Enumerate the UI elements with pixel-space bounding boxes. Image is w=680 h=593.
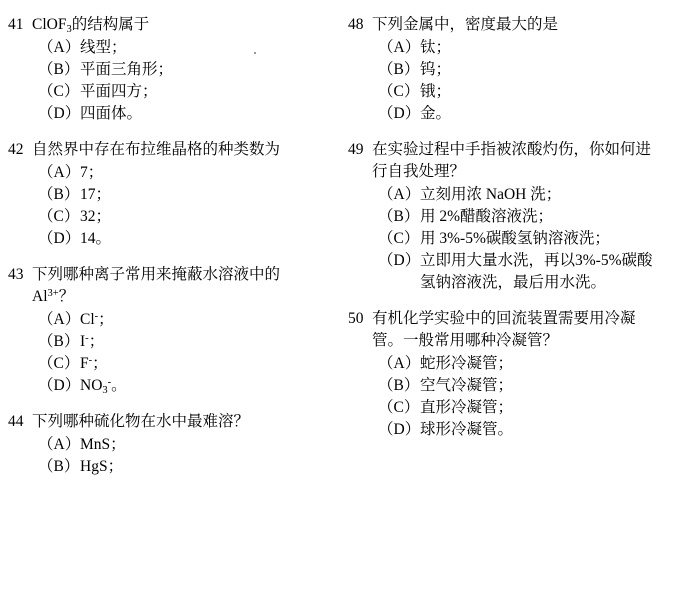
option-text: $NO_3^-$。	[80, 377, 127, 396]
question-number: 49	[348, 141, 364, 158]
question-number: 42	[8, 141, 24, 158]
option-list	[348, 353, 666, 441]
option-text: 四面体。	[80, 105, 143, 122]
question-stem: ClOF$_3$的结构属于	[32, 16, 150, 35]
question-stem: 下列哪种硫化物在水中最难溶？	[32, 413, 250, 430]
option-c[interactable]	[8, 81, 326, 103]
option-label: （A）	[378, 355, 421, 372]
option-c[interactable]	[8, 206, 326, 228]
question-number: 48	[348, 16, 364, 33]
option-label: （A）	[378, 39, 421, 56]
option-label: （C）	[378, 399, 420, 416]
option-b[interactable]	[348, 59, 666, 81]
option-text: 蛇形冷凝管；	[420, 355, 514, 372]
option-b[interactable]	[348, 375, 666, 397]
question-stem: 自然界中存在布拉维晶格的种类数为	[32, 141, 281, 158]
option-d[interactable]	[348, 250, 666, 294]
option-text: 用 3%-5%碳酸氢钠溶液洗；	[420, 230, 610, 247]
question-heading	[8, 14, 326, 36]
option-list	[8, 162, 326, 250]
option-label: （C）	[38, 208, 80, 225]
option-text: MnS；	[80, 436, 126, 453]
option-text: 钛；	[420, 39, 452, 56]
option-text: 立即用大量水洗，再以3%-5%碳酸氢钠溶液洗，最后用水洗。	[420, 252, 653, 291]
option-label: （D）	[38, 230, 81, 247]
option-label: （D）	[38, 105, 81, 122]
question-stem: 下列金属中，密度最大的是	[372, 16, 559, 33]
question-number: 50	[348, 310, 364, 327]
option-c[interactable]	[348, 81, 666, 103]
question-41	[8, 14, 326, 125]
option-text: 32；	[80, 208, 112, 225]
question-number: 41	[8, 16, 24, 33]
question-42	[8, 139, 326, 250]
option-d[interactable]	[8, 228, 326, 250]
option-label: （A）	[38, 436, 81, 453]
option-a[interactable]	[8, 37, 326, 59]
option-label: （B）	[38, 458, 80, 475]
question-number: 44	[8, 413, 24, 430]
option-label: （A）	[38, 164, 81, 181]
option-d[interactable]	[8, 375, 326, 397]
option-text: 直形冷凝管；	[420, 399, 514, 416]
option-text: Cl-；	[80, 311, 114, 328]
option-label: （D）	[378, 421, 421, 438]
option-label: （B）	[38, 61, 80, 78]
question-heading	[348, 139, 666, 183]
option-text: 17；	[80, 186, 112, 203]
option-text: 用 2%醋酸溶液洗；	[420, 208, 554, 225]
option-b[interactable]	[8, 331, 326, 353]
option-text: 14。	[80, 230, 112, 247]
option-text: F-；	[80, 355, 108, 372]
option-d[interactable]	[348, 419, 666, 441]
option-a[interactable]	[348, 37, 666, 59]
question-number: 43	[8, 266, 24, 283]
scan-artifact	[254, 52, 256, 54]
option-d[interactable]	[348, 103, 666, 125]
option-text: 平面三角形；	[80, 61, 174, 78]
option-label: （A）	[38, 311, 81, 328]
question-heading	[8, 139, 326, 161]
question-43	[8, 264, 326, 397]
option-b[interactable]	[348, 206, 666, 228]
option-label: （B）	[38, 333, 80, 350]
option-label: （C）	[38, 355, 80, 372]
option-text: I-；	[80, 333, 105, 350]
option-label: （B）	[378, 377, 420, 394]
question-stem: 下列哪种离子常用来掩蔽水溶液中的 $Al^{3+}$？	[32, 266, 281, 305]
option-d[interactable]	[8, 103, 326, 125]
option-text: 金。	[420, 105, 452, 122]
option-text: 球形冷凝管。	[420, 421, 514, 438]
option-label: （D）	[378, 252, 421, 269]
option-list	[8, 37, 326, 125]
option-label: （D）	[38, 377, 81, 394]
option-label: （C）	[378, 230, 420, 247]
option-a[interactable]	[348, 184, 666, 206]
option-list	[8, 434, 326, 478]
option-list	[348, 37, 666, 125]
option-label: （B）	[378, 61, 420, 78]
question-50	[348, 308, 666, 441]
question-49	[348, 139, 666, 294]
option-text: 钨；	[420, 61, 452, 78]
option-c[interactable]	[348, 397, 666, 419]
option-text: 立刻用浓 NaOH 洗；	[420, 186, 562, 203]
option-label: （B）	[378, 208, 420, 225]
option-a[interactable]	[348, 353, 666, 375]
option-text: 锇；	[420, 83, 452, 100]
column-right	[348, 14, 666, 455]
option-label: （A）	[378, 186, 421, 203]
option-b[interactable]	[8, 59, 326, 81]
question-heading	[348, 308, 666, 352]
option-list	[8, 309, 326, 397]
option-label: （C）	[38, 83, 80, 100]
option-text: 线型；	[80, 39, 127, 56]
question-44	[8, 411, 326, 478]
option-a[interactable]	[8, 162, 326, 184]
question-stem: 有机化学实验中的回流装置需要用冷凝管。一般常用哪种冷凝管？	[372, 310, 636, 349]
option-a[interactable]	[8, 309, 326, 331]
question-48	[348, 14, 666, 125]
column-left	[8, 14, 326, 492]
option-label: （D）	[378, 105, 421, 122]
option-label: （C）	[378, 83, 420, 100]
question-heading	[8, 411, 326, 433]
question-stem: 在实验过程中手指被浓酸灼伤，你如何进行自我处理？	[372, 141, 652, 180]
option-label: （B）	[38, 186, 80, 203]
option-text: 平面四方；	[80, 83, 158, 100]
option-text: HgS；	[80, 458, 124, 475]
option-text: 空气冷凝管；	[420, 377, 514, 394]
option-list	[348, 184, 666, 294]
option-a[interactable]	[8, 434, 326, 456]
option-b[interactable]	[8, 184, 326, 206]
question-heading	[8, 264, 326, 308]
option-c[interactable]	[8, 353, 326, 375]
option-b[interactable]	[8, 456, 326, 478]
two-column-layout	[8, 14, 672, 492]
question-heading	[348, 14, 666, 36]
option-c[interactable]	[348, 228, 666, 250]
option-text: 7；	[80, 164, 104, 181]
option-label: （A）	[38, 39, 81, 56]
